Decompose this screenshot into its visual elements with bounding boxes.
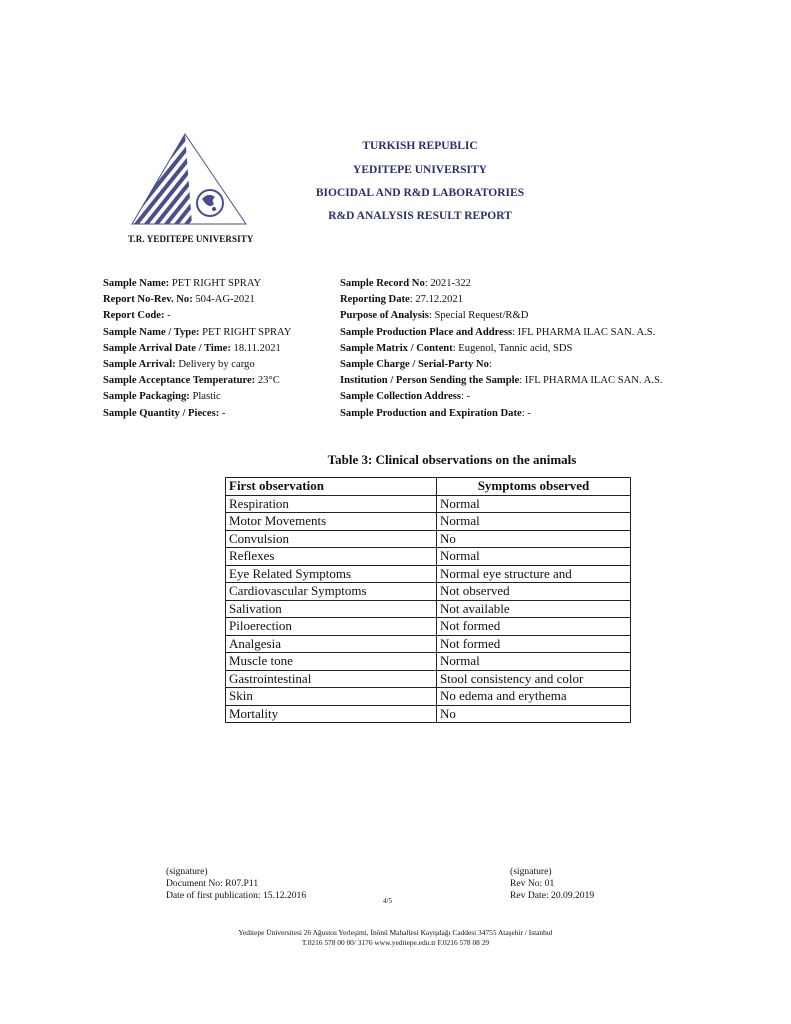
- info-label: Report Code:: [103, 310, 165, 322]
- column-header-first-observation: First observation: [226, 478, 437, 496]
- info-row: [103, 308, 333, 324]
- info-row: [340, 406, 760, 422]
- symptom-cell: Normal: [437, 495, 631, 513]
- table-header-row: [226, 478, 631, 496]
- symptom-cell: No edema and erythema: [437, 688, 631, 706]
- info-value: Delivery by cargo: [175, 359, 255, 371]
- signature-right: (signature): [510, 866, 552, 877]
- info-row: [103, 341, 333, 357]
- info-label: Sample Arrival:: [103, 359, 176, 371]
- info-row: [340, 341, 760, 357]
- info-label: Report No-Rev. No:: [103, 294, 193, 306]
- info-label: Sample Matrix / Content: [340, 342, 453, 354]
- observation-cell: Salivation: [226, 600, 437, 618]
- info-row: [103, 406, 333, 422]
- symptom-cell: No: [437, 705, 631, 723]
- info-value: 18.11.2021: [230, 342, 281, 354]
- info-label: Sample Production and Expiration Date: [340, 407, 522, 419]
- info-label: Sample Record No: [340, 278, 425, 289]
- info-value: : -: [461, 391, 471, 403]
- table-row: [226, 583, 631, 601]
- info-value: : 27.12.2021: [409, 294, 463, 306]
- table-row: [226, 653, 631, 671]
- header-report-title: R&D ANALYSIS RESULT REPORT: [328, 210, 512, 222]
- info-row: [103, 389, 333, 405]
- table-row: [226, 688, 631, 706]
- header-country: TURKISH REPUBLIC: [362, 140, 478, 152]
- table-row: [226, 670, 631, 688]
- table-row: [226, 548, 631, 566]
- info-value: -: [219, 407, 226, 419]
- table-row: [226, 618, 631, 636]
- observation-cell: Respiration: [226, 495, 437, 513]
- info-label: Purpose of Analysis: [340, 310, 429, 322]
- info-row: [340, 276, 760, 292]
- observation-cell: Skin: [226, 688, 437, 706]
- info-row: [340, 325, 760, 341]
- footer-right: [510, 866, 594, 902]
- info-label: Sample Name / Type:: [103, 326, 200, 338]
- info-label: Institution / Person Sending the Sample: [340, 375, 520, 387]
- observation-cell: Gastrointestinal: [226, 670, 437, 688]
- contact-line: T.0216 578 00 00/ 3176 www.yeditepe.edu.tr F.0216 578 08 29: [301, 938, 490, 947]
- info-row: [340, 389, 760, 405]
- info-value: :: [488, 359, 492, 371]
- info-value: 504-AG-2021: [192, 294, 255, 306]
- header-university: YEDITEPE UNIVERSITY: [353, 164, 487, 176]
- info-value: : -: [521, 407, 531, 419]
- info-row: [340, 308, 760, 324]
- symptom-cell: Not observed: [437, 583, 631, 601]
- sample-info-left: [103, 276, 333, 422]
- revision-number: Rev No: 01: [510, 878, 555, 889]
- table-row: [226, 513, 631, 531]
- observation-cell: Analgesia: [226, 635, 437, 653]
- table-row: [226, 495, 631, 513]
- symptom-cell: Normal eye structure and: [437, 565, 631, 583]
- table-row: [226, 565, 631, 583]
- info-row: [103, 373, 333, 389]
- sample-info-right: [340, 276, 760, 422]
- observation-cell: Piloerection: [226, 618, 437, 636]
- page-number: 4/5: [383, 897, 392, 905]
- info-row: [340, 373, 760, 389]
- info-label: Sample Collection Address: [340, 391, 462, 403]
- observation-cell: Eye Related Symptoms: [226, 565, 437, 583]
- university-logo: [130, 132, 248, 232]
- symptom-cell: Stool consistency and color: [437, 670, 631, 688]
- observation-cell: Reflexes: [226, 548, 437, 566]
- info-row: [103, 292, 333, 308]
- table-row: [226, 635, 631, 653]
- symptom-cell: Not formed: [437, 618, 631, 636]
- info-row: [340, 292, 760, 308]
- observation-cell: Cardiovascular Symptoms: [226, 583, 437, 601]
- info-value: 23°C: [255, 375, 280, 387]
- table-row: [226, 530, 631, 548]
- info-row: [103, 357, 333, 373]
- symptom-cell: Not formed: [437, 635, 631, 653]
- info-value: PET RIGHT SPRAY: [169, 278, 262, 289]
- symptom-cell: Normal: [437, 548, 631, 566]
- logo-caption: T.R. YEDITEPE UNIVERSITY: [128, 234, 254, 244]
- info-value: : 2021-322: [424, 278, 471, 289]
- info-label: Sample Arrival Date / Time:: [103, 342, 231, 354]
- observation-cell: Motor Movements: [226, 513, 437, 531]
- info-value: : IFL PHARMA ILAC SAN. A.S.: [512, 326, 656, 338]
- info-label: Sample Name:: [103, 278, 170, 289]
- info-value: : Eugenol, Tannic acid, SDS: [452, 342, 573, 354]
- revision-date: Rev Date: 20.09.2019: [510, 890, 595, 901]
- info-value: : IFL PHARMA ILAC SAN. A.S.: [519, 375, 663, 387]
- info-row: [103, 276, 333, 292]
- symptom-cell: Normal: [437, 513, 631, 531]
- first-publication-date: Date of first publication: 15.12.2016: [166, 890, 307, 901]
- column-header-symptoms-observed: Symptoms observed: [437, 478, 631, 496]
- info-value: : Special Request/R&D: [428, 310, 529, 322]
- document-number: Document No: R07.P11: [166, 878, 259, 889]
- info-value: -: [164, 310, 171, 322]
- footer-address: [100, 928, 691, 948]
- address-line: Yeditepe Üniversitesi 26 Ağustos Yerleşimi, İnönü Mahallesi Kayışdağı Caddesi 34755 Ataşehir / Istanbul: [238, 928, 553, 937]
- info-value: Plastic: [189, 391, 221, 403]
- table-row: [226, 705, 631, 723]
- info-label: Sample Packaging:: [103, 391, 190, 403]
- info-value: PET RIGHT SPRAY: [199, 326, 292, 338]
- table-row: [226, 600, 631, 618]
- info-label: Sample Production Place and Address: [340, 326, 513, 338]
- clinical-observations-table: [225, 477, 631, 723]
- info-label: Reporting Date: [340, 294, 410, 306]
- table-title: Table 3: Clinical observations on the animals: [327, 452, 577, 467]
- observation-cell: Muscle tone: [226, 653, 437, 671]
- symptom-cell: No: [437, 530, 631, 548]
- info-label: Sample Quantity / Pieces:: [103, 407, 220, 419]
- observation-cell: Mortality: [226, 705, 437, 723]
- info-label: Sample Charge / Serial-Party No: [340, 359, 489, 371]
- header-lab: BIOCIDAL AND R&D LABORATORIES: [315, 187, 525, 199]
- info-label: Sample Acceptance Temperature:: [103, 375, 256, 387]
- info-row: [340, 357, 760, 373]
- footer-left: [166, 866, 306, 902]
- symptom-cell: Normal: [437, 653, 631, 671]
- info-row: [103, 325, 333, 341]
- symptom-cell: Not available: [437, 600, 631, 618]
- signature-left: (signature): [166, 866, 208, 877]
- observation-cell: Convulsion: [226, 530, 437, 548]
